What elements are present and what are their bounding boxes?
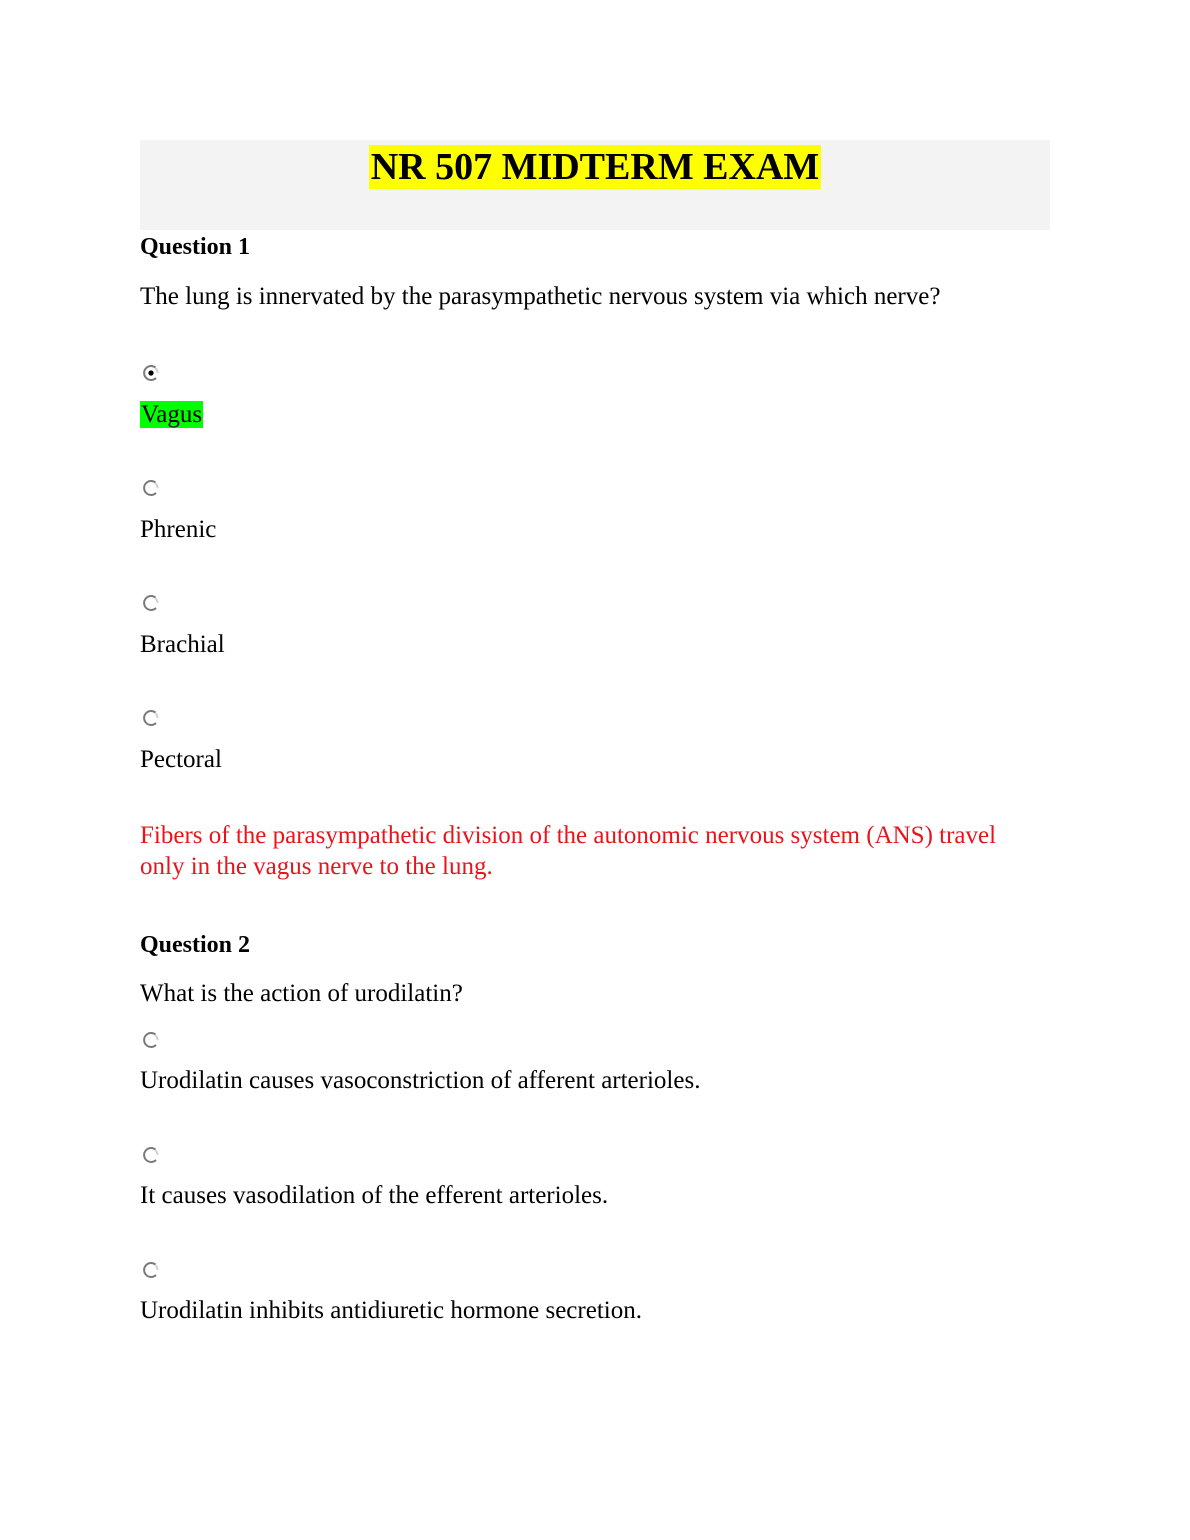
option-label-correct: Vagus <box>141 401 203 428</box>
radio-unselected-icon[interactable] <box>142 479 160 497</box>
question-2-heading: Question 2 <box>140 932 251 958</box>
question-1-heading: Question 1 <box>140 234 251 260</box>
option-vagus <box>140 400 203 430</box>
option-label: It causes vasodilation of the efferent arterioles. <box>140 1182 609 1209</box>
radio-unselected-icon[interactable] <box>142 594 160 612</box>
radio-unselected-icon[interactable] <box>142 1261 160 1279</box>
radio-selected-icon[interactable] <box>142 364 160 382</box>
question-1-text: The lung is innervated by the parasympathetic nervous system via which nerve? <box>140 283 941 310</box>
option-label: Pectoral <box>140 746 222 773</box>
option-label: Phrenic <box>140 516 217 543</box>
option-label: Urodilatin causes vasoconstriction of afferent arterioles. <box>140 1067 701 1094</box>
page-title: NR 507 MIDTERM EXAM <box>370 146 820 188</box>
title-band <box>140 140 1050 230</box>
question-1-rationale: Fibers of the parasympathetic division of the autonomic nervous system (ANS) travel only in the vagus nerve to the lung. <box>140 822 997 880</box>
option-label: Urodilatin inhibits antidiuretic hormone secretion. <box>140 1297 642 1324</box>
question-2-text: What is the action of urodilatin? <box>140 980 463 1007</box>
option-label: Brachial <box>140 631 225 658</box>
radio-unselected-icon[interactable] <box>142 1146 160 1164</box>
radio-unselected-icon[interactable] <box>142 1031 160 1049</box>
radio-unselected-icon[interactable] <box>142 709 160 727</box>
